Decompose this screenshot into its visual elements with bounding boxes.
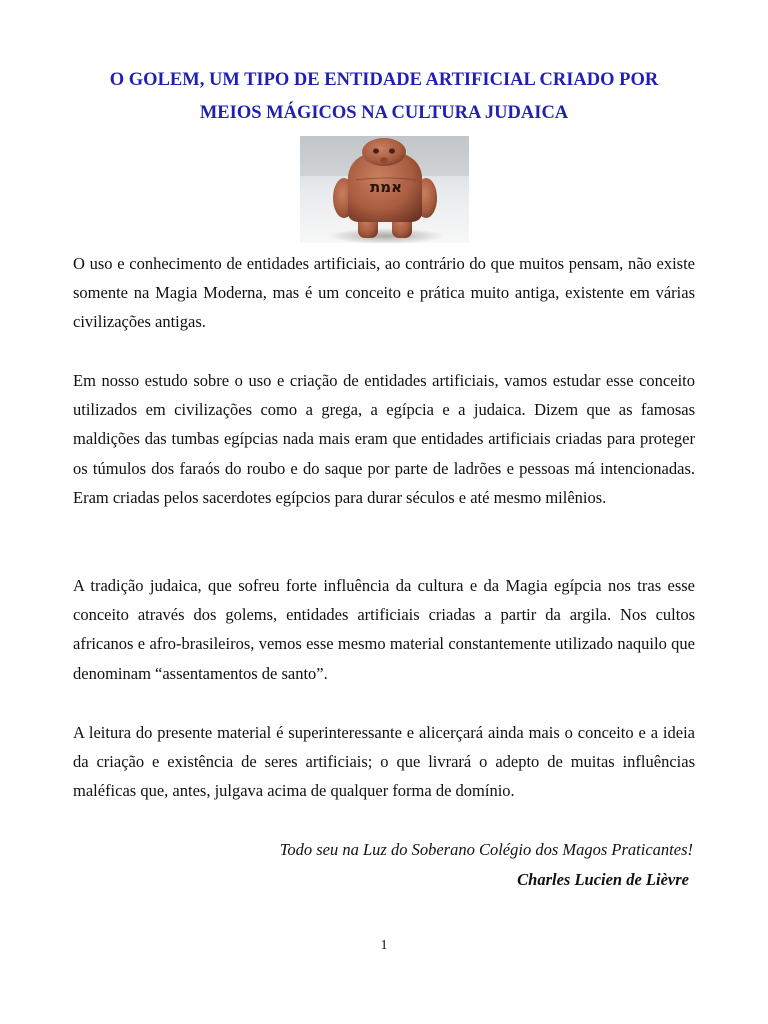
golem-inscription: אמת <box>369 178 403 196</box>
paragraph-3: A tradição judaica, que sofreu forte influência da cultura e da Magia egípcia nos tras esse conceito através dos golems, entidades artificiais criadas a partir da argila. Nos cultos africanos e afro-brasileiros, vemos esse mesmo material constantemente utilizado naquilo que denominam “assentamentos de santo”. <box>73 576 695 683</box>
title-line-2: MEIOS MÁGICOS NA CULTURA JUDAICA <box>199 103 569 123</box>
golem-figure-image <box>300 136 469 243</box>
title-line-1: O GOLEM, UM TIPO DE ENTIDADE ARTIFICIAL CRIADO POR <box>109 70 659 90</box>
paragraph-2: Em nosso estudo sobre o uso e criação de entidades artificiais, vamos estudar esse conceito utilizados em civilizações como a grega, a egípcia e a judaica. Dizem que as famosas maldições das tumbas egípcias nada mais eram que entidades artificiais criadas para proteger os túmulos dos faraós do roubo e do saque por parte de ladrões e pessoas má intencionadas. Eram criadas pelos sacerdotes egípcios para durar séculos e até mesmo milênios. <box>73 371 695 507</box>
author-signature: Charles Lucien de Lièvre <box>517 870 689 889</box>
paragraph-1: O uso e conhecimento de entidades artificiais, ao contrário do que muitos pensam, não existe somente na Magia Moderna, mas é um conceito e prática muito antiga, existente em várias civilizações antigas. <box>73 254 695 332</box>
golem-figurine-illustration <box>300 136 469 243</box>
page-title <box>60 64 708 130</box>
closing-salutation: Todo seu na Luz do Soberano Colégio dos Magos Praticantes! <box>279 840 693 859</box>
paragraph-4: A leitura do presente material é superinteressante e alicerçará ainda mais o conceito e a ideia da criação e existência de seres artificiais; o que livrará o adepto de muitas influências maléficas que, antes, julgava acima de qualquer forma de domínio. <box>73 723 695 801</box>
page-number: 1 <box>380 938 388 953</box>
